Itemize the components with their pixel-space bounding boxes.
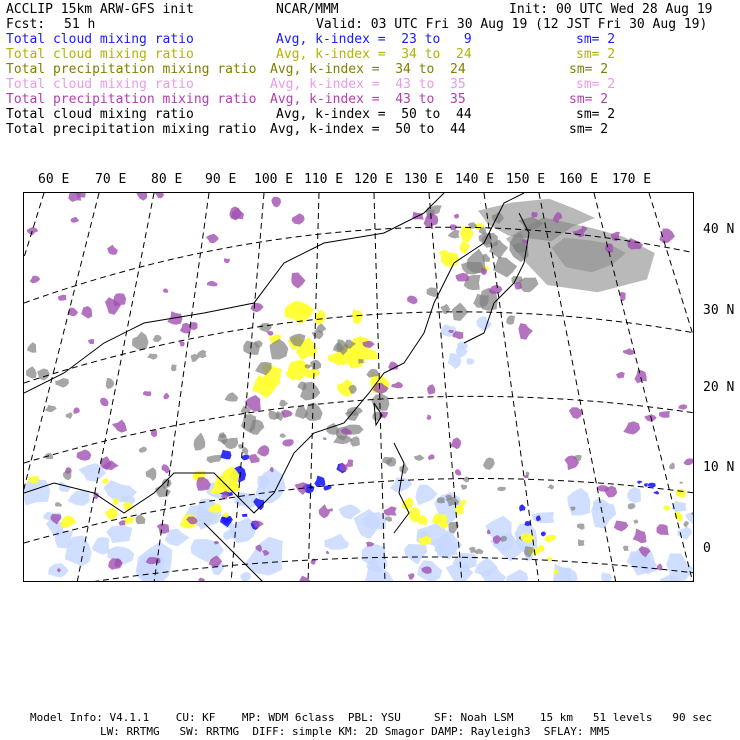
- low-cloud-core: [242, 454, 250, 460]
- high-cloud-area: [391, 382, 403, 389]
- high-cloud-area: [163, 288, 169, 292]
- high-cloud-area: [135, 193, 147, 201]
- longitude-label: 80 E: [151, 172, 183, 187]
- low-cloud-area: [240, 572, 251, 581]
- top-cloud-area: [483, 457, 495, 470]
- top-cloud-area: [578, 539, 585, 546]
- high-cloud-area: [428, 454, 435, 460]
- top-cloud-area: [225, 392, 239, 401]
- longitude-label: 70 E: [95, 172, 127, 187]
- high-cloud-area: [384, 506, 397, 516]
- top-cloud-area: [577, 524, 585, 530]
- high-cloud-area: [163, 393, 169, 400]
- top-cloud-area: [414, 455, 425, 461]
- high-cloud-area: [407, 296, 417, 305]
- high-cloud-area: [633, 529, 647, 544]
- low-cloud-core: [220, 450, 232, 460]
- high-cloud-area: [319, 504, 331, 518]
- longitude-label: 160 E: [559, 172, 599, 187]
- mid-cloud-area: [432, 513, 447, 524]
- high-cloud-area: [58, 295, 67, 301]
- mid-cloud-area: [105, 507, 118, 521]
- low-cloud-area: [24, 479, 50, 505]
- model-info-line1: Model Info: V4.1.1 CU: KF MP: WDM 6class PBL: YSU SF: Noah LSM 15 km 51 levels 90 sec: [30, 711, 713, 724]
- legend-field-name: Total precipitation mixing ratio: [6, 122, 257, 137]
- longitude-label: 110 E: [304, 172, 344, 187]
- top-cloud-area: [26, 366, 37, 378]
- center-label: NCAR/MMM: [276, 2, 339, 17]
- latitude-label: 40 N: [703, 222, 735, 237]
- longitude-label: 170 E: [612, 172, 652, 187]
- legend-level-range: Avg, k-index = 23 to 9: [276, 32, 472, 47]
- low-cloud-area: [677, 527, 692, 541]
- high-cloud-area: [623, 421, 640, 434]
- top-cloud-area: [147, 354, 158, 360]
- low-cloud-core: [637, 481, 642, 484]
- top-cloud-area: [469, 547, 476, 553]
- latitude-label: 30 N: [703, 303, 735, 318]
- model-info-line2: LW: RRTMG SW: RRTMG DIFF: simple KM: 2D Smagor DAMP: Rayleigh3 SFLAY: MM5: [100, 725, 610, 738]
- legend-smoothing: sm= 2: [569, 62, 609, 77]
- high-cloud-area: [207, 281, 218, 287]
- high-cloud-area: [569, 407, 583, 419]
- low-cloud-core: [648, 483, 656, 487]
- low-cloud-area: [92, 537, 110, 555]
- low-cloud-core: [242, 514, 248, 517]
- top-cloud-area: [312, 330, 324, 339]
- low-cloud-area: [106, 525, 132, 543]
- low-cloud-area: [230, 518, 256, 544]
- high-cloud-area: [346, 459, 353, 467]
- legend-smoothing: sm= 2: [576, 77, 616, 92]
- top-cloud-area: [358, 359, 364, 364]
- high-cloud-area: [162, 464, 170, 474]
- high-cloud-area: [197, 477, 211, 491]
- chart-title: ACCLIP 15km ARW-GFS init: [6, 2, 194, 17]
- high-cloud-area: [81, 306, 92, 319]
- mid-cloud-area: [352, 310, 362, 324]
- high-cloud-area: [326, 551, 330, 554]
- high-cloud-area: [198, 578, 204, 582]
- top-cloud-area: [139, 447, 147, 453]
- low-cloud-area: [466, 358, 474, 364]
- low-cloud-core: [324, 485, 332, 490]
- longitude-label: 120 E: [354, 172, 394, 187]
- top-cloud-area: [519, 278, 538, 293]
- high-cloud-area: [518, 323, 533, 340]
- top-cloud-area: [146, 467, 157, 481]
- high-cloud-area: [644, 414, 657, 422]
- top-cloud-area: [461, 484, 468, 489]
- low-cloud-area: [324, 534, 349, 550]
- longitude-label: 60 E: [38, 172, 70, 187]
- top-cloud-area: [482, 254, 490, 262]
- high-cloud-area: [179, 341, 184, 346]
- top-cloud-area: [427, 287, 439, 297]
- high-cloud-area: [455, 469, 461, 475]
- mid-cloud-area: [439, 250, 449, 258]
- top-cloud-area: [197, 350, 206, 358]
- high-cloud-area: [614, 521, 629, 532]
- top-cloud-area: [153, 335, 162, 342]
- legend-smoothing: sm= 2: [576, 107, 616, 122]
- legend-field-name: Total cloud mixing ratio: [6, 47, 194, 62]
- fcst-label: Fcst:: [6, 17, 46, 32]
- legend-field-name: Total cloud mixing ratio: [6, 77, 194, 92]
- legend-field-name: Total precipitation mixing ratio: [6, 92, 257, 107]
- top-cloud-area: [669, 463, 675, 470]
- high-cloud-area: [453, 331, 464, 339]
- top-cloud-area: [132, 332, 149, 351]
- latitude-label: 0: [703, 541, 711, 556]
- high-cloud-area: [224, 258, 230, 263]
- high-cloud-area: [282, 439, 294, 446]
- top-cloud-area: [628, 503, 636, 509]
- top-cloud-area: [463, 476, 469, 482]
- low-cloud-area: [567, 488, 590, 516]
- top-cloud-area: [680, 482, 684, 484]
- high-cloud-area: [68, 308, 78, 317]
- top-cloud-area: [27, 342, 37, 353]
- legend-smoothing: sm= 2: [576, 47, 616, 62]
- high-cloud-area: [427, 384, 435, 395]
- high-cloud-area: [659, 411, 670, 418]
- high-cloud-area: [683, 458, 694, 465]
- fcst-value: 51 h: [64, 17, 96, 32]
- high-cloud-area: [112, 420, 127, 433]
- high-cloud-area: [88, 339, 94, 344]
- top-cloud-area: [106, 378, 115, 389]
- top-cloud-area: [37, 369, 50, 381]
- top-cloud-area: [259, 323, 272, 332]
- high-cloud-area: [119, 520, 126, 525]
- legend-level-range: Avg, k-index = 43 to 35: [270, 92, 466, 107]
- low-cloud-core: [644, 483, 648, 487]
- latitude-label: 20 N: [703, 380, 735, 395]
- high-cloud-area: [100, 398, 109, 406]
- high-cloud-area: [634, 369, 646, 383]
- legend-smoothing: sm= 2: [569, 122, 609, 137]
- high-cloud-area: [271, 197, 281, 208]
- top-cloud-area: [66, 412, 73, 419]
- high-cloud-area: [206, 234, 219, 244]
- high-cloud-area: [657, 524, 669, 535]
- high-cloud-area: [77, 450, 92, 461]
- mid-cloud-area: [460, 227, 473, 243]
- legend-level-range: Avg, k-index = 43 to 35: [270, 77, 466, 92]
- top-cloud-area: [242, 447, 248, 454]
- top-cloud-area: [623, 546, 629, 552]
- top-cloud-area: [218, 432, 228, 444]
- mid-cloud-area: [102, 478, 108, 484]
- low-cloud-core: [314, 476, 325, 488]
- low-cloud-area: [601, 572, 612, 582]
- high-cloud-area: [267, 331, 274, 336]
- high-cloud-area: [257, 445, 269, 457]
- top-cloud-area: [207, 455, 222, 463]
- legend-level-range: Avg, k-index = 34 to 24: [270, 62, 466, 77]
- low-cloud-core: [541, 531, 546, 536]
- high-cloud-area: [524, 475, 529, 478]
- mid-cloud-area: [544, 535, 556, 542]
- legend-smoothing: sm= 2: [569, 92, 609, 107]
- low-cloud-area: [506, 569, 529, 582]
- mid-cloud-area: [676, 489, 687, 498]
- high-cloud-area: [623, 348, 635, 355]
- high-cloud-area: [248, 454, 259, 463]
- high-cloud-area: [155, 193, 164, 198]
- latitude-label: 10 N: [703, 460, 735, 475]
- top-cloud-area: [350, 436, 360, 446]
- map-canvas: [24, 193, 694, 582]
- low-cloud-area: [476, 316, 492, 331]
- top-cloud-area: [497, 487, 506, 492]
- map-panel: [23, 192, 694, 582]
- legend-field-name: Total cloud mixing ratio: [6, 32, 194, 47]
- top-cloud-area: [437, 497, 445, 503]
- mid-cloud-area: [402, 497, 414, 509]
- low-cloud-core: [519, 504, 525, 511]
- mid-cloud-area: [60, 515, 76, 528]
- high-cloud-area: [143, 391, 151, 396]
- top-cloud-area: [493, 257, 517, 278]
- mid-cloud-area: [460, 242, 471, 254]
- top-cloud-area: [136, 515, 146, 524]
- top-cloud-area: [279, 400, 288, 407]
- high-cloud-area: [659, 229, 675, 244]
- legend-level-range: Avg, k-index = 50 to 44: [270, 122, 466, 137]
- top-cloud-area: [171, 364, 177, 371]
- coastline: [24, 193, 444, 393]
- high-cloud-area: [408, 573, 415, 580]
- high-cloud-area: [627, 238, 643, 250]
- low-cloud-area: [591, 502, 616, 529]
- high-cloud-area: [71, 217, 80, 223]
- high-cloud-area: [488, 285, 502, 294]
- high-cloud-area: [27, 227, 39, 236]
- low-cloud-area: [256, 467, 286, 503]
- top-cloud-area: [633, 519, 639, 524]
- high-cloud-area: [291, 272, 305, 288]
- low-cloud-area: [457, 342, 468, 351]
- top-cloud-area: [194, 433, 206, 451]
- top-cloud-area: [547, 485, 554, 490]
- low-cloud-area: [415, 485, 437, 506]
- top-cloud-area: [45, 405, 57, 412]
- longitude-label: 90 E: [205, 172, 237, 187]
- top-cloud-area: [55, 502, 62, 507]
- top-cloud-area: [55, 378, 69, 388]
- longitude-label: 150 E: [506, 172, 546, 187]
- top-cloud-area: [310, 360, 321, 370]
- top-cloud-area: [506, 315, 515, 324]
- init-time: Init: 00 UTC Wed 28 Aug 19: [509, 2, 713, 17]
- legend-level-range: Avg, k-index = 50 to 44: [276, 107, 472, 122]
- high-cloud-area: [30, 276, 40, 284]
- high-cloud-area: [108, 558, 122, 569]
- high-cloud-area: [323, 437, 327, 440]
- high-cloud-area: [678, 404, 687, 409]
- top-cloud-area: [475, 549, 484, 555]
- high-cloud-area: [299, 576, 311, 582]
- high-cloud-area: [73, 407, 80, 414]
- low-cloud-core: [654, 491, 660, 495]
- high-cloud-area: [449, 437, 461, 449]
- low-cloud-area: [68, 490, 90, 505]
- mid-cloud-area: [663, 506, 670, 512]
- high-cloud-area: [481, 268, 487, 275]
- top-cloud-area: [683, 521, 689, 527]
- high-cloud-area: [292, 213, 305, 224]
- high-cloud-area: [616, 372, 625, 379]
- high-cloud-area: [250, 303, 263, 312]
- longitude-label: 100 E: [254, 172, 294, 187]
- legend-smoothing: sm= 2: [576, 32, 616, 47]
- longitude-label: 130 E: [404, 172, 444, 187]
- high-cloud-area: [620, 292, 626, 301]
- valid-time: Valid: 03 UTC Fri 30 Aug 19 (12 JST Fri 30 Aug 19): [316, 17, 708, 32]
- high-cloud-area: [107, 245, 118, 255]
- low-cloud-area: [627, 487, 641, 503]
- high-cloud-area: [157, 524, 169, 534]
- high-cloud-area: [454, 214, 459, 219]
- top-cloud-area: [448, 230, 460, 239]
- legend-field-name: Total cloud mixing ratio: [6, 107, 194, 122]
- legend-field-name: Total precipitation mixing ratio: [6, 62, 257, 77]
- low-cloud-area: [532, 512, 555, 523]
- top-cloud-area: [440, 304, 450, 315]
- top-cloud-area: [280, 433, 286, 438]
- legend-level-range: Avg, k-index = 34 to 24: [276, 47, 472, 62]
- longitude-label: 140 E: [455, 172, 495, 187]
- high-cloud-area: [426, 414, 431, 419]
